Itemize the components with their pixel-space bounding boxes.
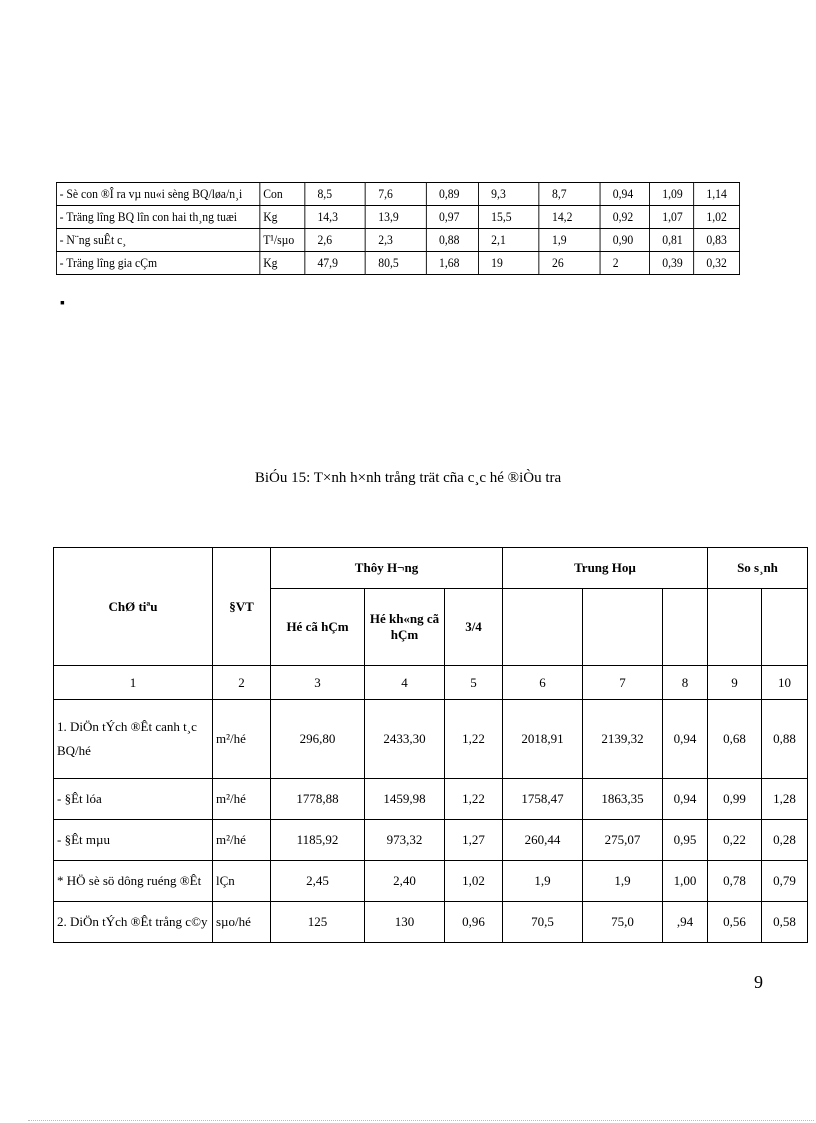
cell-value: 2,45	[271, 861, 365, 902]
row-unit: sµo/hé	[213, 902, 271, 943]
cell-value: 2018,91	[503, 700, 583, 779]
cell-value: 296,80	[271, 700, 365, 779]
column-number: 3	[271, 666, 365, 700]
cell-value: 1185,92	[271, 820, 365, 861]
row-unit: lÇn	[213, 861, 271, 902]
column-number: 5	[445, 666, 503, 700]
row-unit: m²/hé	[213, 700, 271, 779]
cell-value: 0,96	[445, 902, 503, 943]
table-row	[54, 902, 808, 943]
table-row	[54, 779, 808, 820]
table-row	[54, 700, 808, 779]
column-number: 6	[503, 666, 583, 700]
cell-value: 0,89	[426, 183, 478, 206]
cell-value: 1,02	[445, 861, 503, 902]
cell-value: 1,9	[503, 861, 583, 902]
cell-value: 0,78	[708, 861, 762, 902]
cell-value: 1,27	[445, 820, 503, 861]
column-number: 10	[762, 666, 808, 700]
cell-value: 1,9	[583, 861, 663, 902]
cell-value: 2,40	[365, 861, 445, 902]
main-table	[53, 547, 808, 943]
row-unit: Con	[260, 183, 304, 206]
header-group-comparison: So s¸nh	[708, 548, 808, 589]
cell-value: 0,95	[663, 820, 708, 861]
cell-value: 15,5	[478, 206, 539, 229]
cell-value: 14,3	[304, 206, 365, 229]
table-row	[54, 820, 808, 861]
cell-value: 2,1	[478, 229, 539, 252]
row-unit: Kg	[260, 206, 304, 229]
cell-value: 0,92	[600, 206, 649, 229]
header-group-thuy-huong: Thôy H¬ng	[271, 548, 503, 589]
top-table	[56, 182, 740, 275]
cell-value: 0,79	[762, 861, 808, 902]
cell-value: 26	[539, 252, 600, 275]
cell-value: 47,9	[304, 252, 365, 275]
cell-value: 14,2	[539, 206, 600, 229]
cell-value: 80,5	[365, 252, 426, 275]
cell-value: 1,9	[539, 229, 600, 252]
header-unit: §VT	[213, 548, 271, 666]
cell-value: 125	[271, 902, 365, 943]
column-number: 4	[365, 666, 445, 700]
cell-value: 0,94	[663, 779, 708, 820]
cell-value: 130	[365, 902, 445, 943]
row-label: - Träng lîng BQ lîn con hai th¸ng tuæi	[56, 206, 260, 229]
header-indicator: ChØ tiªu	[54, 548, 213, 666]
cell-value: 0,68	[708, 700, 762, 779]
column-number: 1	[54, 666, 213, 700]
header-household-without-biogas: Hé kh«ng cã hÇm	[365, 589, 445, 666]
cell-value: 2,6	[304, 229, 365, 252]
cell-value: 1758,47	[503, 779, 583, 820]
row-unit: Kg	[260, 252, 304, 275]
cell-value: 0,58	[762, 902, 808, 943]
cell-value: 8,5	[304, 183, 365, 206]
cell-value: 2	[600, 252, 649, 275]
row-label: - §Êt lóa	[54, 779, 213, 820]
cell-value: 2433,30	[365, 700, 445, 779]
header-empty	[762, 589, 808, 666]
cell-value: 0,94	[663, 700, 708, 779]
table-caption: BiÓu 15: T×nh h×nh trång trät cña c¸c hé ®iÒu tra	[254, 470, 562, 486]
header-ratio: 3/4	[445, 589, 503, 666]
cell-value: 9,3	[478, 183, 539, 206]
row-label: - §Êt mµu	[54, 820, 213, 861]
cell-value: 0,99	[708, 779, 762, 820]
cell-value: 0,90	[600, 229, 649, 252]
cell-value: 0,22	[708, 820, 762, 861]
column-number: 7	[583, 666, 663, 700]
cell-value: 2,3	[365, 229, 426, 252]
cell-value: 1,28	[762, 779, 808, 820]
cell-value: 275,07	[583, 820, 663, 861]
page-number: 9	[754, 972, 763, 992]
cell-value: 7,6	[365, 183, 426, 206]
cell-value: 1,00	[663, 861, 708, 902]
cell-value: 0,88	[426, 229, 478, 252]
cell-value: 70,5	[503, 902, 583, 943]
cell-value: 260,44	[503, 820, 583, 861]
row-label: - N¨ng suÊt c¸	[56, 229, 260, 252]
table-row	[56, 229, 739, 252]
column-number: 8	[663, 666, 708, 700]
table-row	[56, 206, 739, 229]
row-unit: m²/hé	[213, 820, 271, 861]
row-label: 1. DiÖn tÝch ®Êt canh t¸c BQ/hé	[54, 700, 213, 779]
cell-value: 1,22	[445, 779, 503, 820]
cell-value: 13,9	[365, 206, 426, 229]
row-unit: m²/hé	[213, 779, 271, 820]
cell-value: 0,94	[600, 183, 649, 206]
row-label: 2. DiÖn tÝch ®Êt trång c©y	[54, 902, 213, 943]
column-number: 9	[708, 666, 762, 700]
cell-value: 1,07	[649, 206, 693, 229]
cell-value: 0,83	[693, 229, 739, 252]
cell-value: 0,56	[708, 902, 762, 943]
cell-value: 1,09	[649, 183, 693, 206]
column-number: 2	[213, 666, 271, 700]
cell-value: 1,68	[426, 252, 478, 275]
cell-value: 2139,32	[583, 700, 663, 779]
footer-divider	[28, 1120, 814, 1121]
cell-value: 1,02	[693, 206, 739, 229]
cell-value: ,94	[663, 902, 708, 943]
header-empty	[503, 589, 583, 666]
cell-value: 1778,88	[271, 779, 365, 820]
cell-value: 973,32	[365, 820, 445, 861]
cell-value: 1459,98	[365, 779, 445, 820]
cell-value: 0,28	[762, 820, 808, 861]
table-row	[54, 861, 808, 902]
cell-value: 0,97	[426, 206, 478, 229]
header-empty	[708, 589, 762, 666]
row-label: - Träng lîng gia cÇm	[56, 252, 260, 275]
cell-value: 8,7	[539, 183, 600, 206]
cell-value: 19	[478, 252, 539, 275]
header-empty	[583, 589, 663, 666]
row-label: * HÖ sè sö dông ruéng ®Êt	[54, 861, 213, 902]
cell-value: 0,88	[762, 700, 808, 779]
bullet-mark: ▪	[60, 296, 65, 311]
table-row	[56, 183, 739, 206]
cell-value: 75,0	[583, 902, 663, 943]
cell-value: 0,32	[693, 252, 739, 275]
cell-value: 1,14	[693, 183, 739, 206]
cell-value: 0,39	[649, 252, 693, 275]
header-household-with-biogas: Hé cã hÇm	[271, 589, 365, 666]
row-unit: T¹/sµo	[260, 229, 304, 252]
table-row	[56, 252, 739, 275]
header-empty	[663, 589, 708, 666]
cell-value: 1,22	[445, 700, 503, 779]
header-group-trung-hoa: Trung Hoµ	[503, 548, 708, 589]
cell-value: 1863,35	[583, 779, 663, 820]
cell-value: 0,81	[649, 229, 693, 252]
row-label: - Sè con ®Î ra vµ nu«i sèng BQ/løa/n¸i	[56, 183, 260, 206]
